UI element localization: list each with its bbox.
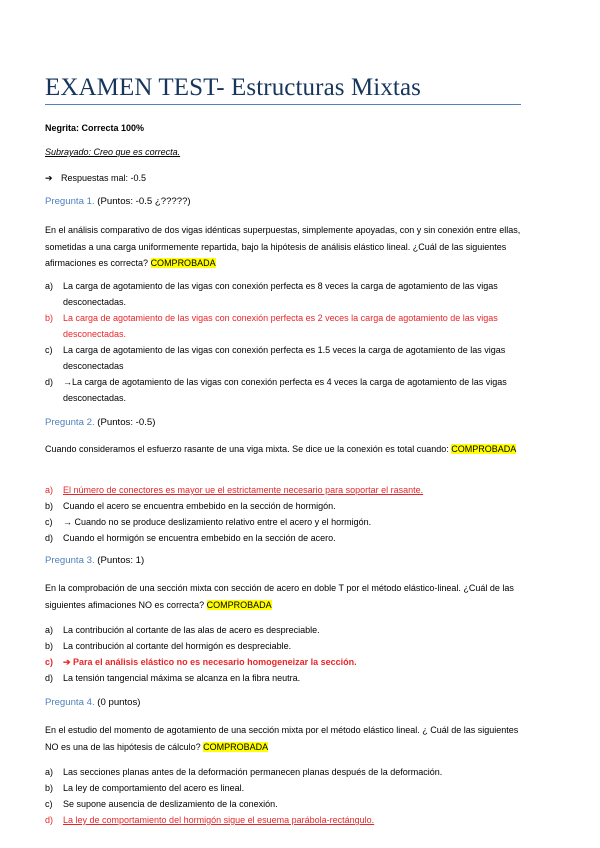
question-3-label: Pregunta 3. — [45, 555, 95, 566]
question-2-option-d — [45, 530, 529, 546]
option-letter: b) — [45, 783, 54, 793]
question-4-tag: COMPROBADA — [203, 741, 269, 752]
question-2-option-c — [45, 514, 529, 530]
option-text: ➔ Para el análisis elástico no es necesario homogeneizar la sección. — [63, 657, 357, 667]
question-1-text — [45, 222, 529, 272]
option-text: Las secciones planas antes de la deformación permanecen planas después de la deformación. — [63, 767, 443, 777]
question-4-text — [45, 722, 529, 755]
option-letter: a) — [45, 485, 54, 495]
question-2-statement: Cuando consideramos el esfuerzo rasante de una viga mixta. Se dice ue la conexión es total cuando: — [45, 444, 449, 454]
question-3-option-d — [45, 670, 529, 686]
option-text: La ley de comportamiento del hormigón sigue el esuema parábola-rectángulo. — [63, 815, 375, 825]
question-3-text — [45, 580, 529, 613]
question-2-text — [45, 441, 529, 458]
question-4-header — [45, 697, 140, 708]
question-2-header — [45, 417, 155, 428]
option-text: Se supone ausencia de deslizamiento de la conexión. — [63, 799, 278, 809]
option-text: La carga de agotamiento de las vigas con conexión perfecta es 8 veces la carga de agotamiento de las vigas desconectadas. — [63, 281, 498, 307]
question-1-option-b — [45, 310, 529, 342]
question-4-option-d — [45, 812, 529, 828]
question-4-option-a — [45, 764, 529, 780]
option-letter: c) — [45, 345, 53, 355]
question-2-label: Pregunta 2. — [45, 417, 95, 428]
option-letter: a) — [45, 625, 54, 635]
question-1-header — [45, 196, 191, 207]
option-text: La carga de agotamiento de las vigas con conexión perfecta es 1.5 veces la carga de agotamiento de las vigas desconectadas — [63, 345, 506, 371]
option-letter: d) — [45, 815, 54, 825]
question-4-statement: En el estudio del momento de agotamiento de una sección mixta por el método elástico lineal. ¿ Cuál de las siguientes NO es una de las hipótesis de cálculo? — [45, 725, 519, 752]
option-letter: a) — [45, 767, 54, 777]
option-letter: c) — [45, 517, 53, 527]
legend-bold-note: Negrita: Correcta 100% — [45, 123, 145, 133]
option-text: Cuando el acero se encuentra embebido en la sección de hormigón. — [63, 501, 336, 511]
option-letter: d) — [45, 377, 54, 387]
question-3-tag: COMPROBADA — [206, 599, 272, 610]
question-2-points: (Puntos: -0.5) — [97, 417, 156, 428]
option-letter: c) — [45, 799, 53, 809]
question-1-points: (Puntos: -0.5 ¿?????) — [97, 196, 191, 207]
question-4-points: (0 puntos) — [97, 697, 141, 708]
option-text: La contribución al cortante del hormigón es despreciable. — [63, 641, 292, 651]
title-divider — [45, 104, 521, 105]
option-letter: d) — [45, 673, 54, 683]
question-3-option-a — [45, 622, 529, 638]
question-4-label: Pregunta 4. — [45, 697, 95, 708]
question-1-tag: COMPROBADA — [150, 258, 216, 268]
option-text: →La carga de agotamiento de las vigas con conexión perfecta es 4 veces la carga de agotamiento de las vigas desconectadas. — [63, 377, 507, 403]
question-1-option-a — [45, 278, 529, 310]
question-1-option-d — [45, 374, 529, 406]
option-text: La carga de agotamiento de las vigas con conexión perfecta es 2 veces la carga de agotamiento de las vigas desconectadas. — [63, 313, 498, 339]
question-3-option-b — [45, 638, 529, 654]
question-1-statement: En el análisis comparativo de dos vigas idénticas superpuestas, simplemente apoyadas, con y sin conexión entre ellas, sometidas a una carga uniformemente repartida, bajo la hipótesis de análisis elástico lineal. ¿Cuál de las siguientes afirmaciones es correcta? — [45, 225, 521, 268]
arrow-icon: ➔ — [45, 173, 53, 183]
question-1-option-c — [45, 342, 529, 374]
question-2-option-a — [45, 482, 529, 498]
question-3-header — [45, 555, 144, 566]
option-text: El número de conectores es mayor ue el estrictamente necesario para soportar el rasante. — [63, 485, 424, 495]
option-letter: b) — [45, 313, 54, 323]
question-3-statement: En la comprobación de una sección mixta con sección de acero en doble T por el método elástico-lineal. ¿Cuál de las siguientes afimaciones NO es correcta? — [45, 583, 514, 610]
option-letter: a) — [45, 281, 54, 291]
question-4-option-c — [45, 796, 529, 812]
option-text: Cuando el hormigón se encuentra embebido en la sección de acero. — [63, 533, 336, 543]
question-1-label: Pregunta 1. — [45, 196, 95, 207]
legend-underline-note: Subrayado: Creo que es correcta. — [45, 147, 181, 157]
question-3-option-c — [45, 654, 529, 670]
option-letter: c) — [45, 657, 54, 667]
option-text: → Cuando no se produce deslizamiento relativo entre el acero y el hormigón. — [63, 517, 372, 527]
option-text: La contribución al cortante de las alas de acero es despreciable. — [63, 625, 320, 635]
option-text: La ley de comportamiento del acero es lineal. — [63, 783, 245, 793]
question-2-tag: COMPROBADA — [451, 444, 517, 454]
question-2-option-b — [45, 498, 529, 514]
option-letter: b) — [45, 641, 54, 651]
document-title: EXAMEN TEST- Estructuras Mixtas — [45, 74, 421, 101]
option-letter: b) — [45, 501, 54, 511]
option-letter: d) — [45, 533, 54, 543]
question-4-option-b — [45, 780, 529, 796]
legend-wrong-note-line — [45, 172, 146, 184]
legend-wrong-note: Respuestas mal: -0.5 — [61, 173, 147, 183]
option-text: La tensión tangencial máxima se alcanza en la fibra neutra. — [63, 673, 301, 683]
question-3-points: (Puntos: 1) — [97, 555, 145, 566]
